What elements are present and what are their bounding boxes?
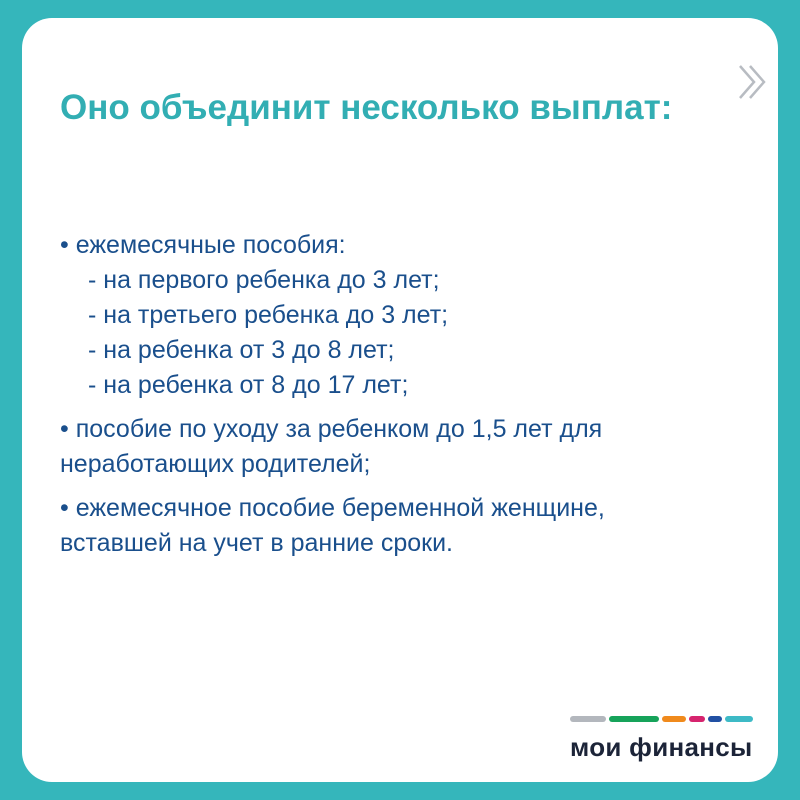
payments-list	[60, 228, 740, 561]
list-item: - на третьего ребенка до 3 лет;	[88, 301, 449, 329]
logo-text: мои финансы	[570, 732, 753, 762]
double-chevron-right-icon[interactable]	[734, 62, 774, 102]
childcare-benefit-line: • пособие по уходу за ребенком до 1,5 лет для	[60, 415, 603, 443]
childcare-benefit	[60, 412, 740, 482]
list-item: - на первого ребенка до 3 лет;	[88, 266, 440, 294]
logo-stripe-green	[609, 716, 659, 722]
childcare-benefit-line: неработающих родителей;	[60, 450, 371, 478]
logo-stripes	[570, 716, 756, 722]
content-card	[22, 18, 778, 782]
page-title: Оно объединит несколько выплат:	[60, 88, 673, 127]
logo-stripe-gray	[570, 716, 606, 722]
pregnancy-benefit-line: вставшей на учет в ранние сроки.	[60, 529, 453, 557]
logo-stripe-pink	[689, 716, 705, 722]
logo-stripe-blue	[708, 716, 722, 722]
monthly-benefits-heading: • ежемесячные пособия:	[60, 231, 346, 259]
pregnancy-benefit	[60, 491, 740, 561]
list-item: - на ребенка от 8 до 17 лет;	[88, 371, 409, 399]
brand-logo	[570, 716, 756, 763]
logo-stripe-teal	[725, 716, 753, 722]
list-item: - на ребенка от 3 до 8 лет;	[88, 336, 395, 364]
logo-stripe-orange	[662, 716, 686, 722]
monthly-benefits-list	[60, 263, 740, 403]
pregnancy-benefit-line: • ежемесячное пособие беременной женщине,	[60, 494, 605, 522]
